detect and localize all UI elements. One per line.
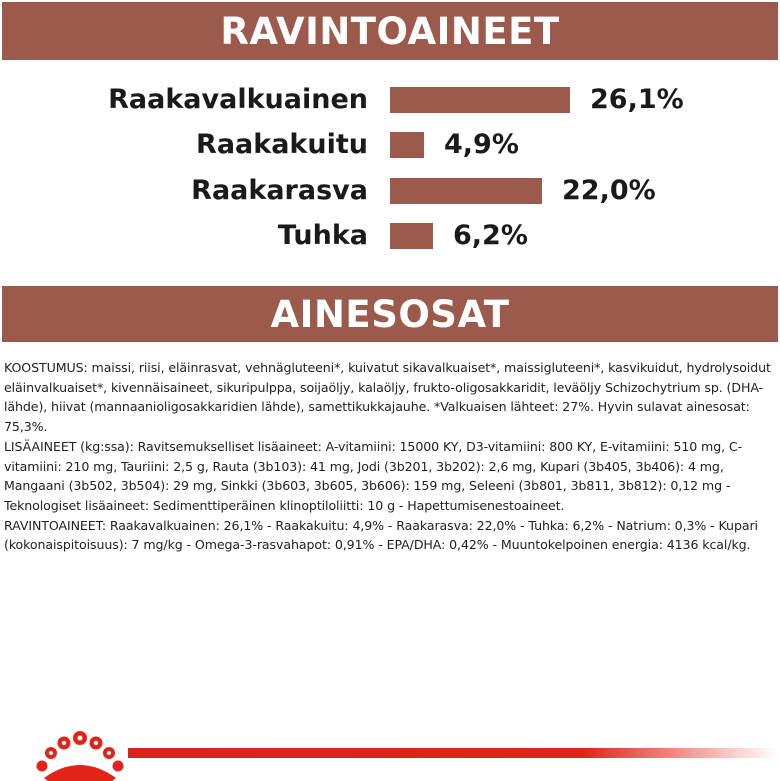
nutrient-bar xyxy=(390,223,433,249)
ingredients-title: AINESOSAT xyxy=(270,292,510,336)
nutrient-label: Raakakuitu xyxy=(196,129,368,160)
ingredients-text xyxy=(4,358,776,555)
nutrient-row-ash xyxy=(0,219,780,253)
nutrient-label: Raakavalkuainen xyxy=(108,84,368,115)
nutrient-value: 22,0% xyxy=(562,175,656,206)
nutrient-value: 26,1% xyxy=(590,84,684,115)
nutrient-label: Raakarasva xyxy=(191,175,368,206)
footer-red-line xyxy=(128,748,778,758)
analytical-paragraph: RAVINTOAINEET: Raakavalkuainen: 26,1% - Raakakuitu: 4,9% - Raakarasva: 22,0% - Tuhka: 6,2% - Natrium: 0,3% - Kupari (kokonaispitoisuus): 7 mg/kg - Omega-3-rasvahapot: 0,91% - EPA/DHA: 0,42% - Muuntokelpoinen energia: 4136 kcal/kg. xyxy=(4,517,758,553)
nutrients-title: RAVINTOAINEET xyxy=(220,9,560,53)
ingredients-header xyxy=(2,286,778,342)
nutrients-header xyxy=(2,2,778,60)
additives-paragraph: LISÄAINEET (kg:ssa): Ravitsemukselliset lisäaineet: A-vitamiini: 15000 KY, D3-vitamiini: 800 KY, E-vitamiini: 510 mg, C-vitamiini: 210 mg, Tauriini: 2,5 g, Rauta (3b103): 41 mg, Jodi (3b201, 3b202): 2,6 mg, Kupari (3b405, 3b406): 4 mg, Mangaani (3b502, 3b504): 29 mg, Sinkki (3b603, 3b605, 3b606): 159 mg, Seleeni (3b801, 3b811, 3b812): 0,12 mg - Teknologiset lisäaineet: Sedimenttiperäinen klinoptiloliitti: 10 g - Hapettumisenestoaineet. xyxy=(4,438,743,513)
nutrient-row-protein xyxy=(0,83,780,117)
nutrient-row-fat xyxy=(0,174,780,208)
crown-icon xyxy=(34,728,126,781)
composition-paragraph: KOOSTUMUS: maissi, riisi, eläinrasvat, vehnägluteeni*, kuivatut sikavalkuaiset*, maissigluteeni*, kasvikuidut, hydrolysoidut eläinvalkuaiset*, kivennäisaineet, sikuripulppa, soijaöljy, kalaöljy, frukto-oligosakkaridit, leväöljy Schizochytrium sp. (DHA-lähde), hiivat (mannaanioligosakkaridien lähde), samettikukkajauhe. *Valkuaisen lähteet: 27%. Hyvin sulavat ainesosat: 75,3%. xyxy=(4,360,771,435)
nutrient-bar xyxy=(390,178,542,204)
nutrient-label: Tuhka xyxy=(277,220,368,251)
nutrient-row-fibre xyxy=(0,128,780,162)
nutrient-bar xyxy=(390,132,424,158)
nutrient-value: 4,9% xyxy=(444,129,519,160)
nutrient-bar xyxy=(390,87,570,113)
nutrient-value: 6,2% xyxy=(453,220,528,251)
